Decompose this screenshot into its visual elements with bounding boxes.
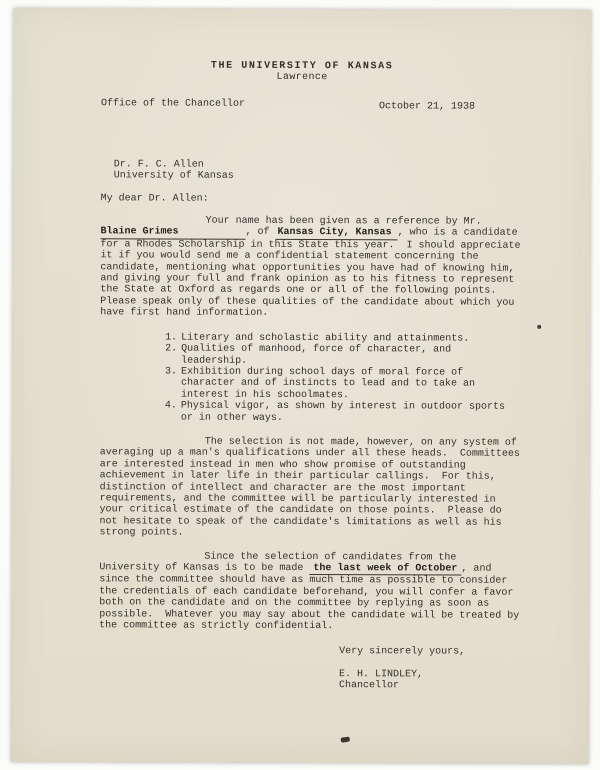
- date-line: October 21, 1938: [378, 101, 476, 113]
- letterhead: [13, 8, 591, 85]
- letterhead-city: Lawrence: [276, 72, 328, 84]
- blank-candidate-city: Kansas City, Kansas: [276, 227, 398, 240]
- paragraph-1-rest: , who is a candidate for a Rhodes Scholarship in this State this year. I should appreciate it if you would send me a confidential statement concerning the candidate, mentioning what opportunities you have had of knowing him, and giving your full and frank opinion as to his fitness to represent the State at Oxford as regards one or all of the following points. Please speak only of these qualities of the candidate about which you have first hand information.: [100, 227, 527, 320]
- list-item: [165, 366, 523, 401]
- paragraph-1-connector: , of: [245, 227, 276, 239]
- recipient-org: University of Kansas: [113, 170, 234, 182]
- list-item-text: Exhibition during school days of moral force of character and of instincts to lead and to take an interest in his schoolmates.: [180, 366, 476, 401]
- recipient-name: Dr. F. C. Allen: [113, 159, 204, 171]
- blank-candidate-name: Blaine Grimes: [101, 227, 246, 240]
- scan-artifact-dot: [537, 325, 541, 329]
- recipient-block: [114, 159, 524, 183]
- list-item-text: Qualities of manhood, force of character, and leadership.: [181, 343, 452, 367]
- list-item-text: Literary and scholastic ability and attainments.: [181, 332, 470, 345]
- paragraph-1-intro: Your name has been given as a reference by Mr.: [205, 215, 482, 228]
- paragraph-3-intro: Since the selection of candidates from the University of Kansas is to be made: [99, 551, 463, 575]
- list-item-text: Physical vigor, as shown by interest in outdoor sports or in other ways.: [180, 400, 506, 424]
- closing-block: [339, 647, 522, 693]
- qualification-points-list: [165, 332, 523, 424]
- list-item: [165, 401, 523, 425]
- signature-block: [339, 669, 522, 692]
- list-item-number: 2.: [165, 343, 178, 355]
- paragraph-selection-criteria: The selection is not made, however, on any system of averaging up a man's qualifications under all these heads. Committees are interested instead in men who show promise of outstanding achievement in later life in their particular callings. For this, distinction of intellect and character are the most important requirements, and the committee will be particularly interested in your critical estimate of the candidate on those points. Please do not hesitate to speak of the candidate's limitations as well as his strong points.: [99, 436, 526, 539]
- paragraph-reference-request: [100, 215, 527, 320]
- paragraph-3-rest: , and since the committee should have as much time as possible to consider the credentials of each candidate beforehand, you will confer a favor both on the candidate and on the committee by replying as soon as possible. Whatever you may say about the candidate will be treated by the committee as strictly confidential.: [99, 563, 526, 633]
- list-item-number: 1.: [165, 332, 178, 344]
- signature-title: Chancellor: [338, 680, 399, 692]
- letter-body: [11, 98, 591, 693]
- blank-deadline: the last week of October: [309, 563, 461, 576]
- signature-name: E. H. LINDLEY,: [338, 668, 424, 681]
- list-item-number: 4.: [164, 400, 177, 412]
- letterhead-university: THE UNIVERSITY OF KANSAS: [210, 60, 394, 73]
- list-item: [165, 344, 523, 368]
- list-item-number: 3.: [165, 366, 178, 378]
- letter-page: [11, 8, 592, 764]
- meta-row: [101, 98, 524, 111]
- salutation: My dear Dr. Allen:: [100, 192, 209, 205]
- scan-artifact-mark: [340, 737, 350, 743]
- paragraph-deadline: [99, 551, 526, 633]
- valediction: Very sincerely yours,: [339, 646, 466, 659]
- office-line: Office of the Chancellor: [100, 98, 246, 110]
